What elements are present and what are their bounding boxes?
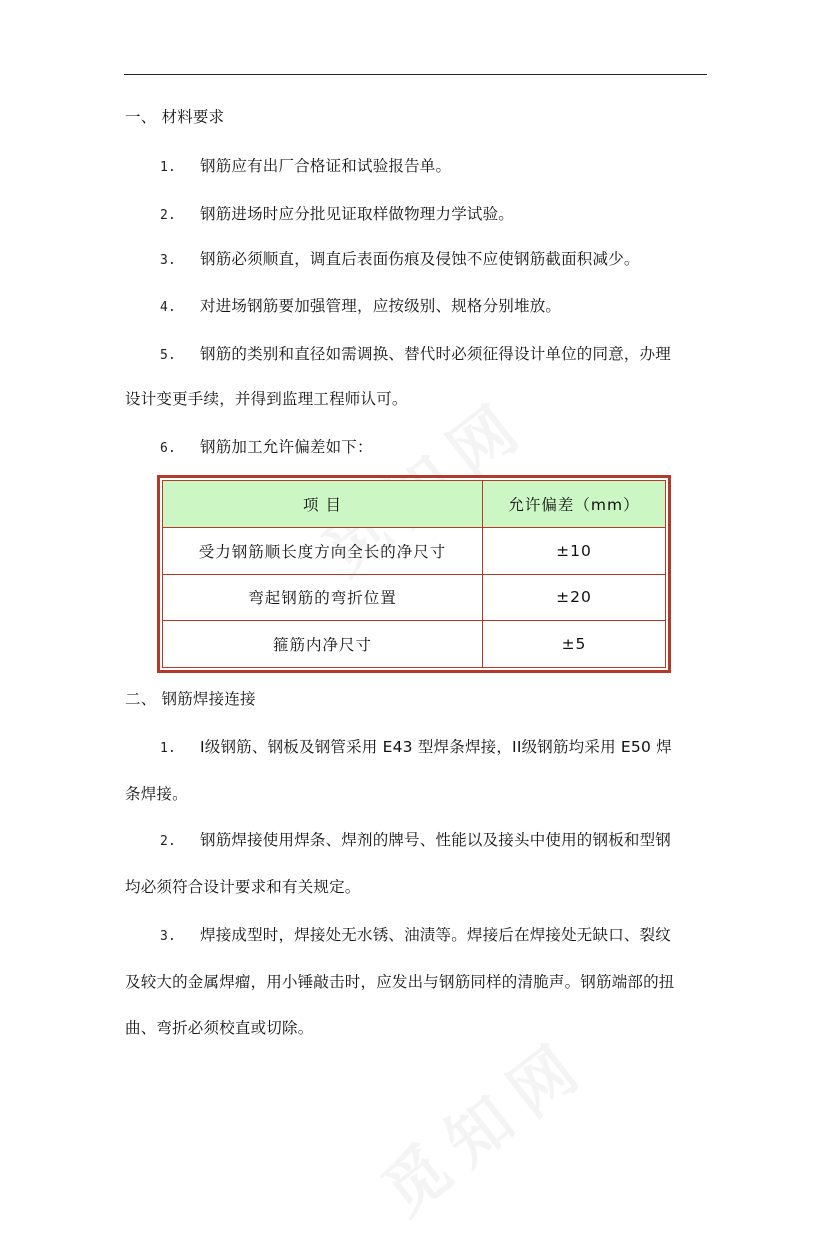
section-heading: 二、 钢筋焊接连接	[125, 690, 256, 708]
item-text: 对进场钢筋要加强管理，应按级别、规格分别堆放。	[200, 297, 562, 315]
table-header-tolerance: 允许偏差（mm）	[483, 481, 666, 528]
item-number: 1.	[160, 741, 177, 756]
table-row	[163, 527, 666, 574]
table-cell-item: 弯起钢筋的弯折位置	[163, 574, 483, 621]
item-number: 6.	[160, 441, 177, 456]
item-text: 钢筋的类别和直径如需调换、替代时必须征得设计单位的同意，办理	[200, 345, 672, 363]
table-row	[163, 574, 666, 621]
item-text: I级钢筋、钢板及钢管采用 E43 型焊条焊接，II级钢筋均采用 E50 焊	[200, 738, 672, 756]
item-number: 2.	[160, 834, 177, 849]
table-header-item: 项 目	[163, 481, 483, 528]
table-cell-tolerance: ±5	[483, 621, 666, 668]
table-cell-item: 箍筋内净尺寸	[163, 621, 483, 668]
list-item	[160, 925, 671, 947]
list-item	[160, 204, 514, 226]
item-number: 1.	[160, 160, 177, 175]
list-item	[160, 437, 373, 459]
tolerance-table	[157, 475, 671, 673]
item-text-continued: 设计变更手续，并得到监理工程师认可。	[125, 390, 408, 408]
table-cell-tolerance: ±20	[483, 574, 666, 621]
item-text: 钢筋加工允许偏差如下：	[200, 438, 373, 456]
item-text: 钢筋必须顺直，调直后表面伤痕及侵蚀不应使钢筋截面积减少。	[200, 250, 640, 268]
list-item	[160, 344, 671, 366]
item-text: 钢筋焊接使用焊条、焊剂的牌号、性能以及接头中使用的钢板和型钢	[200, 831, 672, 849]
item-text: 钢筋应有出厂合格证和试验报告单。	[200, 157, 452, 175]
item-number: 3.	[160, 929, 177, 944]
item-text-continued: 及较大的金属焊瘤，用小锤敲击时，应发出与钢筋同样的清脆声。钢筋端部的扭	[125, 973, 675, 991]
item-text: 焊接成型时，焊接处无水锈、油渍等。焊接后在焊接处无缺口、裂纹	[200, 926, 672, 944]
list-item	[160, 830, 671, 852]
item-text-continued: 条焊接。	[125, 785, 188, 803]
section-heading: 一、 材料要求	[125, 108, 225, 126]
table-row	[163, 621, 666, 668]
table-cell-item: 受力钢筋顺长度方向全长的净尺寸	[163, 527, 483, 574]
list-item	[160, 156, 451, 178]
list-item	[160, 249, 640, 271]
header-rule	[124, 74, 707, 75]
table-cell-tolerance: ±10	[483, 527, 666, 574]
item-text-continued: 曲、弯折必须校直或切除。	[125, 1019, 314, 1037]
list-item	[160, 296, 561, 318]
item-number: 4.	[160, 300, 177, 315]
list-item	[160, 737, 672, 759]
item-text-continued: 均必须符合设计要求和有关规定。	[125, 878, 361, 896]
watermark	[360, 1012, 606, 1232]
item-number: 5.	[160, 348, 177, 363]
table-header-row	[163, 481, 666, 528]
item-number: 2.	[160, 208, 177, 223]
item-text: 钢筋进场时应分批见证取样做物理力学试验。	[200, 205, 515, 223]
item-number: 3.	[160, 253, 177, 268]
